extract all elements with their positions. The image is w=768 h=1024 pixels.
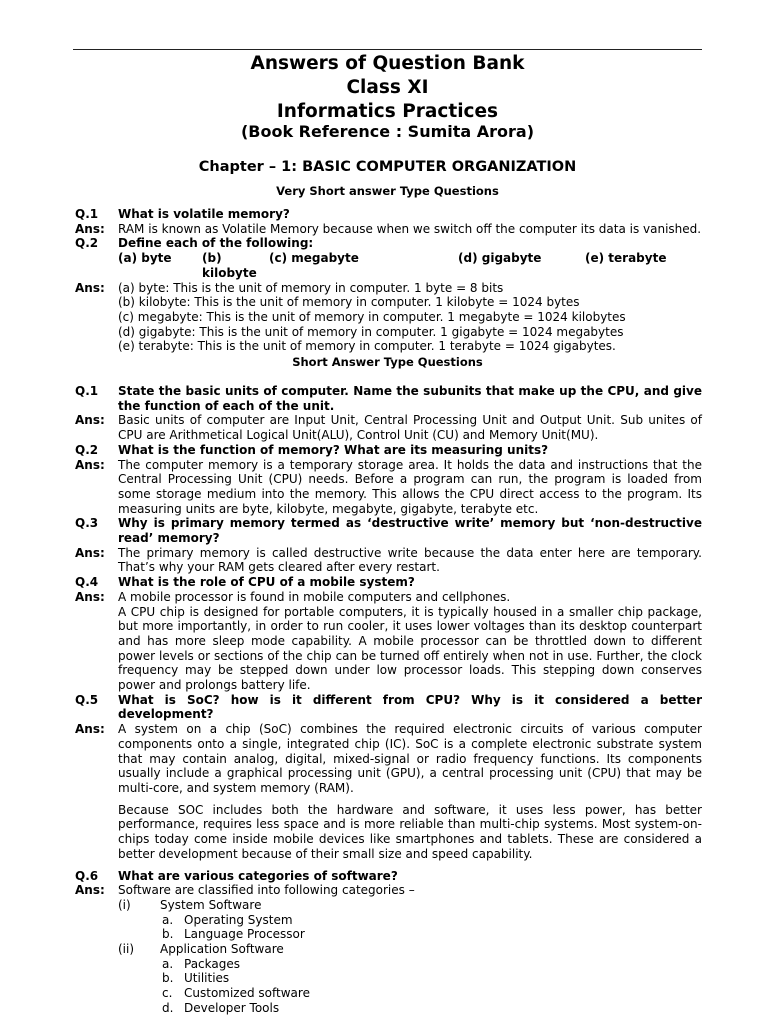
list-item: b. Utilities <box>162 971 230 986</box>
question: Q.1 What is volatile memory? <box>75 207 290 221</box>
class-title: Class XI <box>346 77 429 98</box>
answer: Ans: RAM is known as Volatile Memory because when we switch off the computer its data is vanished. <box>75 221 702 236</box>
question: Q.3 Why is primary memory termed as ‘destructive write’ memory but ‘non-destructive read’ memory? <box>75 516 702 546</box>
answer: Ans: Software are classified into following categories – (i) System Software a. Operating System b. Language Processor (ii) Application Software a. Packages b. Utilities c. Customized software d. Developer Tools <box>75 883 702 1015</box>
paragraph: A CPU chip is designed for portable computers, it is typically housed in a smaller chip package, but more importantly, in order to run cooler, it uses lower voltages than its desktop counterpart and has more sleep mode capability. A mobile processor can be throttled down to different power levels or sections of the chip can be turned off entirely when not in use. Further, the clock frequency may be stepped down under low processor loads. This stepping down conserves power and prolongs battery life. <box>118 604 702 693</box>
paragraph: A mobile processor is found in mobile computers and cellphones. <box>118 589 511 604</box>
list-item: (a) byte: This is the unit of memory in computer. 1 byte = 8 bits <box>118 280 504 295</box>
section-heading-very-short: Very Short answer Type Questions <box>276 184 499 198</box>
answer: Ans: The computer memory is a temporary storage area. It holds the data and instructions that the Central Processing Unit (CPU) needs. Before a program can run, the program is loaded from some storage medium into the memory. This allows the CPU direct access to the program. Its measuring units are byte, kilobyte, megabyte, gigabyte, terabyte etc. <box>75 457 702 516</box>
question: Q.2 Define each of the following: (a) byte (b) kilobyte (c) megabyte (d) gigabyte (e) terabyte <box>75 236 702 280</box>
list-item: d. Developer Tools <box>162 1000 280 1015</box>
answer: Ans: Basic units of computer are Input Unit, Central Processing Unit and Output Unit. Sub unites of CPU are Arithmetical Logical Unit(ALU), Control Unit (CU) and Memory Unit(MU). <box>75 413 702 443</box>
question: Q.6 What are various categories of software? <box>75 868 398 883</box>
paragraph: A system on a chip (SoC) combines the required electronic circuits of various computer components onto a single, integrated chip (IC). SoC is a complete electronic substrate system that may contain analog, digital, mixed-signal or radio frequency functions. Its components usually include a graphical processing unit (GPU), a central processing unit (CPU) that may be multi-core, and system memory (RAM). <box>118 722 702 795</box>
chapter-heading: Chapter – 1: BASIC COMPUTER ORGANIZATION <box>198 159 577 175</box>
list-item: (d) gigabyte: This is the unit of memory in computer. 1 gigabyte = 1024 megabytes <box>118 324 624 339</box>
question: Q.5 What is SoC? how is it different from CPU? Why is it considered a better development? <box>75 692 702 722</box>
list-item: b. Language Processor <box>162 927 305 942</box>
answer: Ans: The primary memory is called destructive write because the data enter here are temporary. That’s why your RAM gets cleared after every restart. <box>75 545 702 575</box>
page-title: Answers of Question Bank <box>250 53 525 74</box>
book-reference: (Book Reference : Sumita Arora) <box>240 122 535 141</box>
answer: Ans: A system on a chip (SoC) combines the required electronic circuits of various computer components onto a single, integrated chip (IC). SoC is a complete electronic substrate system that may contain analog, digital, mixed-signal or radio frequency functions. Its components usually include a graphical processing unit (GPU), a central processing unit (CPU) that may be multi-core, and system memory (RAM). Because SOC includes both the hardware and software, it uses less power, has better performance, requires less space and is more reliable than multi-chip systems. Most system-on-chips today come inside mobile devices like smartphones and tablets. These are considered a better development because of their small size and speed capability. <box>75 722 702 861</box>
short-answers <box>75 384 702 1016</box>
question: Q.4 What is the role of CPU of a mobile system? <box>75 575 415 590</box>
very-short-answers <box>75 207 702 354</box>
list-item: (b) kilobyte: This is the unit of memory in computer. 1 kilobyte = 1024 bytes <box>118 295 580 310</box>
list-item: (c) megabyte: This is the unit of memory in computer. 1 megabyte = 1024 kilobytes <box>118 309 626 324</box>
top-rule <box>73 49 702 50</box>
definition-options: (a) byte (b) kilobyte (c) megabyte (d) gigabyte (e) terabyte <box>118 251 667 280</box>
list-item: a. Packages <box>162 956 240 971</box>
list-item: (e) terabyte: This is the unit of memory in computer. 1 terabyte = 1024 gigabytes. <box>118 339 616 354</box>
list-item: a. Operating System <box>162 912 293 927</box>
question: Q.1 State the basic units of computer. Name the subunits that make up the CPU, and give the function of each of the unit. <box>75 384 702 413</box>
answer: Ans: A mobile processor is found in mobile computers and cellphones. A CPU chip is designed for portable computers, it is typically housed in a smaller chip package, but more importantly, in order to run cooler, it uses lower voltages than its desktop counterpart and has more sleep mode capability. A mobile processor can be throttled down to different power levels or sections of the chip can be turned off entirely when not in use. Further, the clock frequency may be stepped down under low processor loads. This stepping down conserves power and prolongs battery life. <box>75 589 702 693</box>
paragraph: Because SOC includes both the hardware and software, it uses less power, has better performance, requires less space and is more reliable than multi-chip systems. Most system-on-chips today come inside mobile devices like smartphones and tablets. These are considered a better development because of their small size and speed capability. <box>118 802 702 861</box>
answer: Ans: (a) byte: This is the unit of memory in computer. 1 byte = 8 bits (b) kilobyte: This is the unit of memory in computer. 1 kilobyte = 1024 bytes (c) megabyte: This is the unit of memory in computer. 1 megabyte = 1024 kilobytes (d) gigabyte: This is the unit of memory in computer. 1 gigabyte = 1024 megabytes (e) terabyte: This is the unit of memory in computer. 1 terabyte = 1024 gigabytes. <box>75 281 702 355</box>
question: Q.2 What is the function of memory? What are its measuring units? <box>75 442 549 457</box>
list-item: c. Customized software <box>162 986 310 1001</box>
list-item: (i) System Software <box>118 897 262 912</box>
section-heading-short: Short Answer Type Questions <box>292 355 483 369</box>
subject-title: Informatics Practices <box>276 101 499 122</box>
list-item: (ii) Application Software <box>118 942 284 957</box>
